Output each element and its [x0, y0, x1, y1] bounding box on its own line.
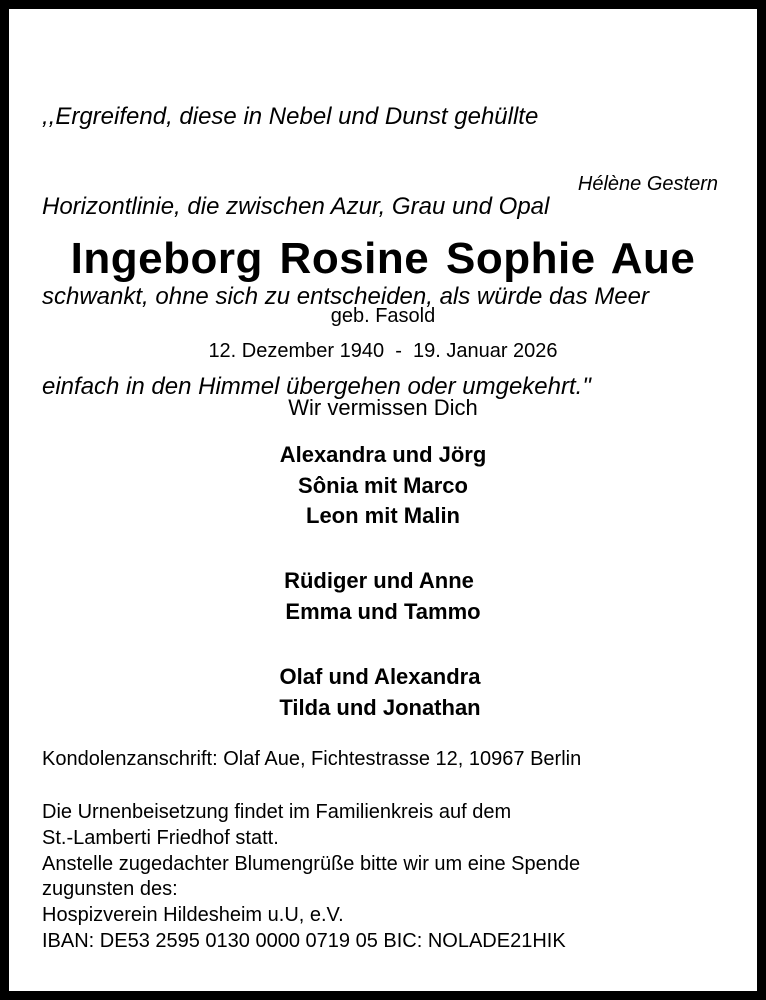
mourner-line: Rüdiger und Anne — [284, 568, 474, 593]
message: Wir vermissen Dich — [288, 395, 478, 420]
quote-line: ,,Ergreifend, diese in Nebel und Dunst gehüllte — [42, 103, 539, 130]
info-line: zugunsten des: — [42, 878, 178, 901]
info-paragraph — [42, 800, 580, 955]
deceased-name: Ingeborg Rosine Sophie Aue — [70, 234, 696, 283]
info-line: Die Urnenbeisetzung findet im Familienkreis auf dem — [42, 801, 512, 823]
info-line: IBAN: DE53 2595 0130 0000 0719 05 BIC: NOLADE21HIK — [42, 929, 566, 952]
info-line: Anstelle zugedachter Blumengrüße bitte wir um eine Spende — [42, 852, 581, 875]
mourner-line: Leon mit Malin — [306, 503, 460, 528]
mourner-line: Emma und Tammo — [285, 599, 481, 624]
quote-author: Hélène Gestern — [577, 173, 718, 195]
info-line: Hospizverein Hildesheim u.U, e.V. — [42, 904, 344, 927]
quote-line: schwankt, ohne sich zu entscheiden, als würde das Meer — [42, 283, 649, 310]
condolence-address: Kondolenzanschrift: Olaf Aue, Fichtestrasse 12, 10967 Berlin — [42, 748, 582, 770]
birth-name: geb. Fasold — [330, 305, 436, 327]
mourner-line: Tilda und Jonathan — [279, 695, 481, 720]
life-dates: 12. Dezember 1940 - 19. Januar 2026 — [208, 340, 558, 362]
info-line: St.-Lamberti Friedhof statt. — [42, 826, 279, 849]
quote-line: einfach in den Himmel übergehen oder umgekehrt." — [42, 373, 591, 400]
mourner-line: Alexandra und Jörg — [279, 442, 487, 467]
quote-line: Horizontlinie, die zwischen Azur, Grau und Opal — [42, 193, 550, 220]
mourner-line: Olaf und Alexandra — [279, 664, 481, 689]
mourner-line: Sônia mit Marco — [298, 473, 468, 498]
